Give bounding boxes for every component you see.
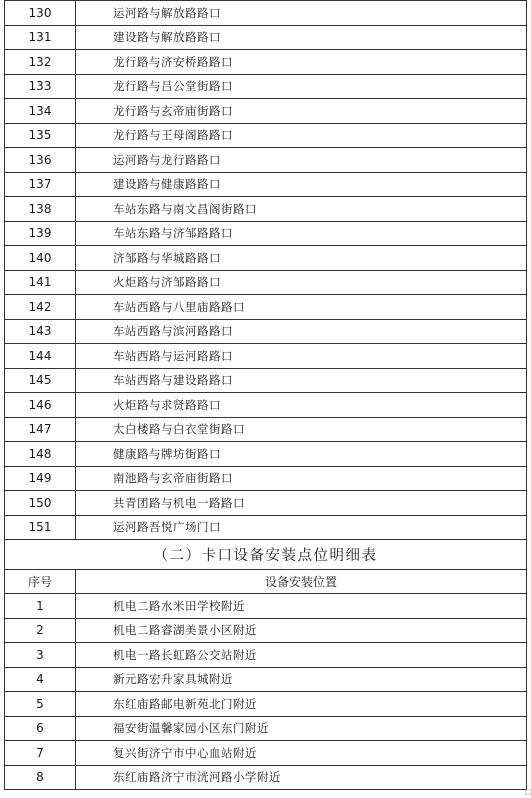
- table-row: [5, 417, 527, 442]
- row-number: 136: [5, 148, 76, 173]
- row-number: 149: [5, 466, 76, 491]
- row-number: 2: [5, 618, 76, 643]
- table-row: [5, 515, 527, 540]
- row-number: 1: [5, 594, 76, 619]
- row-location: 机电二路水米田学校附近: [76, 594, 527, 619]
- row-location: 建设路与解放路路口: [76, 25, 527, 50]
- row-number: 138: [5, 197, 76, 222]
- table-row: [5, 172, 527, 197]
- row-number: 6: [5, 716, 76, 741]
- table-row: [5, 123, 527, 148]
- row-number: 131: [5, 25, 76, 50]
- table-row: [5, 99, 527, 124]
- row-location: 龙行路与玄帝庙街路口: [76, 99, 527, 124]
- table-row: [5, 148, 527, 173]
- row-number: 145: [5, 368, 76, 393]
- table-row: [5, 741, 527, 766]
- table-row: [5, 344, 527, 369]
- table-row: [5, 74, 527, 99]
- row-location: 济邹路与华城路路口: [76, 246, 527, 271]
- row-location: 龙行路与王母阁路路口: [76, 123, 527, 148]
- row-location: 火炬路与求贤路路口: [76, 393, 527, 418]
- table-row: [5, 692, 527, 717]
- column-header-location: 设备安装位置: [76, 570, 527, 594]
- row-location: 复兴街济宁市中心血站附近: [76, 741, 527, 766]
- row-number: 3: [5, 643, 76, 668]
- row-number: 8: [5, 765, 76, 790]
- row-number: 148: [5, 442, 76, 467]
- row-number: 151: [5, 515, 76, 540]
- row-location: 健康路与牌坊街路口: [76, 442, 527, 467]
- table-row: [5, 1, 527, 26]
- row-location: 机电一路长虹路公交站附近: [76, 643, 527, 668]
- row-number: 146: [5, 393, 76, 418]
- row-location: 福安街温馨家园小区东门附近: [76, 716, 527, 741]
- row-location: 东红庙路济宁市洸河路小学附近: [76, 765, 527, 790]
- table-row: [5, 221, 527, 246]
- intersection-rows: [5, 1, 527, 540]
- row-location: 车站西路与八里庙路路口: [76, 295, 527, 320]
- row-number: 147: [5, 417, 76, 442]
- row-number: 4: [5, 667, 76, 692]
- row-location: 车站东路与南文昌阁街路口: [76, 197, 527, 222]
- row-location: 太白楼路与白衣堂街路口: [76, 417, 527, 442]
- row-location: 运河路吾悦广场门口: [76, 515, 527, 540]
- table-row: [5, 25, 527, 50]
- row-location: 车站西路与滨河路路口: [76, 319, 527, 344]
- table-row: [5, 50, 527, 75]
- table-row: [5, 466, 527, 491]
- row-number: 143: [5, 319, 76, 344]
- table-row: [5, 393, 527, 418]
- table-row: [5, 667, 527, 692]
- table-row: [5, 442, 527, 467]
- table-row: [5, 618, 527, 643]
- row-number: 141: [5, 270, 76, 295]
- checkpoint-rows: [5, 594, 527, 790]
- row-number: 130: [5, 1, 76, 26]
- row-number: 137: [5, 172, 76, 197]
- row-number: 7: [5, 741, 76, 766]
- row-location: 龙行路与吕公堂街路口: [76, 74, 527, 99]
- location-table: [4, 0, 527, 790]
- section-title: （二）卡口设备安装点位明细表: [5, 540, 527, 570]
- column-header-number: 序号: [5, 570, 76, 594]
- table-row: [5, 319, 527, 344]
- row-location: 龙行路与济安桥路路口: [76, 50, 527, 75]
- row-location: 运河路与龙行路路口: [76, 148, 527, 173]
- row-location: 南池路与玄帝庙街路口: [76, 466, 527, 491]
- row-number: 133: [5, 74, 76, 99]
- document-page: [4, 0, 527, 790]
- table-row: [5, 491, 527, 516]
- table-row: [5, 643, 527, 668]
- row-location: 火炬路与济邹路路口: [76, 270, 527, 295]
- row-number: 134: [5, 99, 76, 124]
- table-row: [5, 765, 527, 790]
- row-location: 共青团路与机电一路路口: [76, 491, 527, 516]
- section2-header: [5, 540, 527, 594]
- row-number: 150: [5, 491, 76, 516]
- row-number: 132: [5, 50, 76, 75]
- table-row: [5, 594, 527, 619]
- table-row: [5, 197, 527, 222]
- table-row: [5, 270, 527, 295]
- row-number: 135: [5, 123, 76, 148]
- row-number: 5: [5, 692, 76, 717]
- row-location: 机电二路睿湖美景小区附近: [76, 618, 527, 643]
- row-location: 车站东路与济邹路路口: [76, 221, 527, 246]
- table-row: [5, 716, 527, 741]
- row-number: 140: [5, 246, 76, 271]
- row-number: 144: [5, 344, 76, 369]
- row-number: 142: [5, 295, 76, 320]
- row-location: 东红庙路邮电新苑北门附近: [76, 692, 527, 717]
- table-row: [5, 368, 527, 393]
- row-location: 车站西路与建设路路口: [76, 368, 527, 393]
- row-number: 139: [5, 221, 76, 246]
- table-row: [5, 295, 527, 320]
- page-corner-mark: □: [524, 788, 531, 796]
- row-location: 车站西路与运河路路口: [76, 344, 527, 369]
- row-location: 建设路与健康路路口: [76, 172, 527, 197]
- table-row: [5, 246, 527, 271]
- row-location: 运河路与解放路路口: [76, 1, 527, 26]
- row-location: 新元路宏升家具城附近: [76, 667, 527, 692]
